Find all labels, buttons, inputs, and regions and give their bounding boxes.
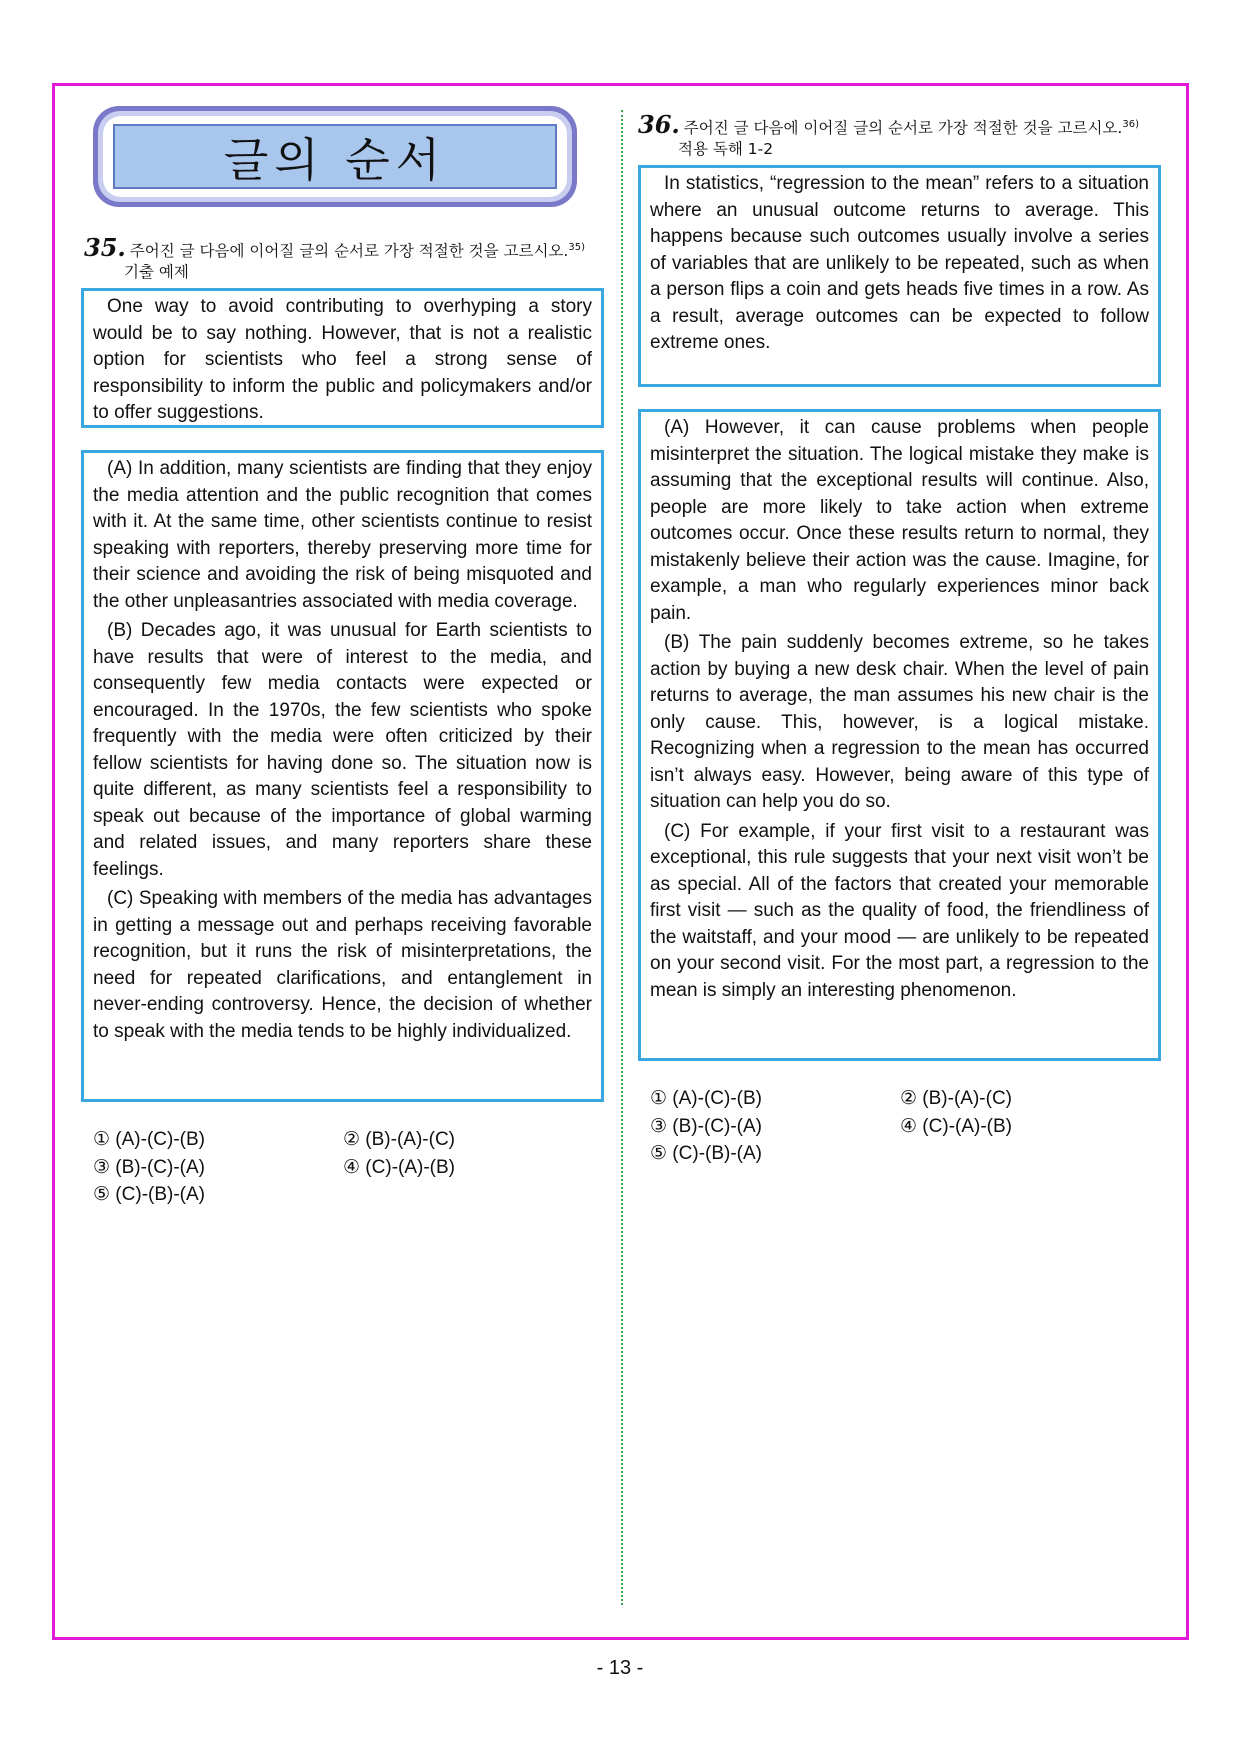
q36-passages-box	[638, 409, 1161, 1061]
question-35-header	[84, 233, 604, 283]
choice-4[interactable]: ④ (C)-(A)-(B)	[343, 1156, 455, 1178]
choice-5[interactable]: ⑤ (C)-(B)-(A)	[93, 1184, 205, 1205]
passage-b: (B) The pain suddenly becomes extreme, so he takes action by buying a new desk chair. When the level of pain returns to average, the man assumes his new chair is the only cause. This, however, is a logical mistake. Recognizing when a regression to the mean has occurred isn’t always easy. However, being aware of this type of situation can help you do so.	[650, 632, 1149, 812]
q35-choices	[93, 1126, 613, 1209]
section-title: 글의 순서	[223, 132, 447, 187]
footnote-ref: 35)	[568, 242, 585, 253]
question-prompt: 주어진 글 다음에 이어질 글의 순서로 가장 적절한 것을 고르시오.	[129, 242, 569, 260]
q35-passages-box	[81, 450, 604, 1102]
question-source: 기출 예제	[124, 263, 189, 281]
passage-a: (A) In addition, many scientists are finding that they enjoy the media attention and the public recognition that comes with it. At the same time, other scientists continue to resist speaking with reporters, thereby preserving more time for their science and avoiding the risk of being misquoted and the other unpleasantries associated with media coverage.	[93, 458, 592, 612]
section-banner	[93, 106, 577, 207]
question-prompt: 주어진 글 다음에 이어질 글의 순서로 가장 적절한 것을 고르시오.	[683, 119, 1123, 137]
choice-1[interactable]: ① (A)-(C)-(B)	[93, 1129, 205, 1150]
passage-c: (C) Speaking with members of the media has advantages in getting a message out and perhaps receiving favorable recognition, but it runs the risk of misinterpretations, the need for repeated clarifications, and entanglement in never-ending controversy. Hence, the decision of whether to speak with the media tends to be highly individualized.	[93, 888, 592, 1042]
q36-choices	[650, 1085, 1170, 1168]
q35-intro-box	[81, 288, 604, 428]
page-number: - 13 -	[596, 1657, 644, 1679]
question-number: 35.	[84, 233, 126, 262]
choice-5[interactable]: ⑤ (C)-(B)-(A)	[650, 1143, 762, 1164]
q36-intro-box	[638, 165, 1161, 387]
passage-a: (A) However, it can cause problems when people misinterpret the situation. The logical mistake they make is assuming that the exceptional results will continue. Also, people are more likely to take action when extreme outcomes occur. Once these results return to normal, they mistakenly believe their action was the cause. Imagine, for example, a man who regularly experiences minor back pain.	[650, 417, 1149, 624]
choice-1[interactable]: ① (A)-(C)-(B)	[650, 1088, 762, 1109]
passage-c: (C) For example, if your first visit to a restaurant was exceptional, this rule suggests that your next visit won’t be as special. All of the factors that created your memorable first visit — such as the quality of food, the friendliness of the waitstaff, and your mood — are unlikely to be repeated on your second visit. For the most part, a regression to the mean is simply an interesting phenomenon.	[650, 820, 1149, 1001]
intro-text: In statistics, “regression to the mean” refers to a situation where an unusual outcome returns to average. This happens because such outcomes usually involve a series of variables that are unlikely to be repeated, such as when a person flips a coin and gets heads five times in a row. As a result, average outcomes can be expected to follow extreme ones.	[650, 173, 1149, 353]
choice-2[interactable]: ② (B)-(A)-(C)	[343, 1129, 455, 1150]
question-source: 적용 독해 1-2	[678, 140, 774, 158]
choice-4[interactable]: ④ (C)-(A)-(B)	[900, 1115, 1012, 1137]
choice-3[interactable]: ③ (B)-(C)-(A)	[650, 1115, 762, 1137]
column-divider	[621, 110, 623, 1605]
question-36-header	[638, 110, 1178, 160]
choice-3[interactable]: ③ (B)-(C)-(A)	[93, 1156, 205, 1178]
footnote-ref: 36)	[1122, 119, 1139, 130]
intro-text: One way to avoid contributing to overhyping a story would be to say nothing. However, that is not a realistic option for scientists who feel a strong sense of responsibility to inform the public and policymakers and/or to offer suggestions.	[93, 296, 592, 423]
choice-2[interactable]: ② (B)-(A)-(C)	[900, 1088, 1012, 1109]
question-number: 36.	[638, 110, 680, 139]
passage-b: (B) Decades ago, it was unusual for Earth scientists to have results that were of interest to the media, and consequently few media contacts were expected or encouraged. In the 1970s, the few scientists who spoke frequently with the media were often criticized by their fellow scientists for having done so. The situation now is quite different, as many scientists feel a responsibility to speak out because of the importance of global warming and related issues, and many reporters share these feelings.	[93, 620, 592, 880]
